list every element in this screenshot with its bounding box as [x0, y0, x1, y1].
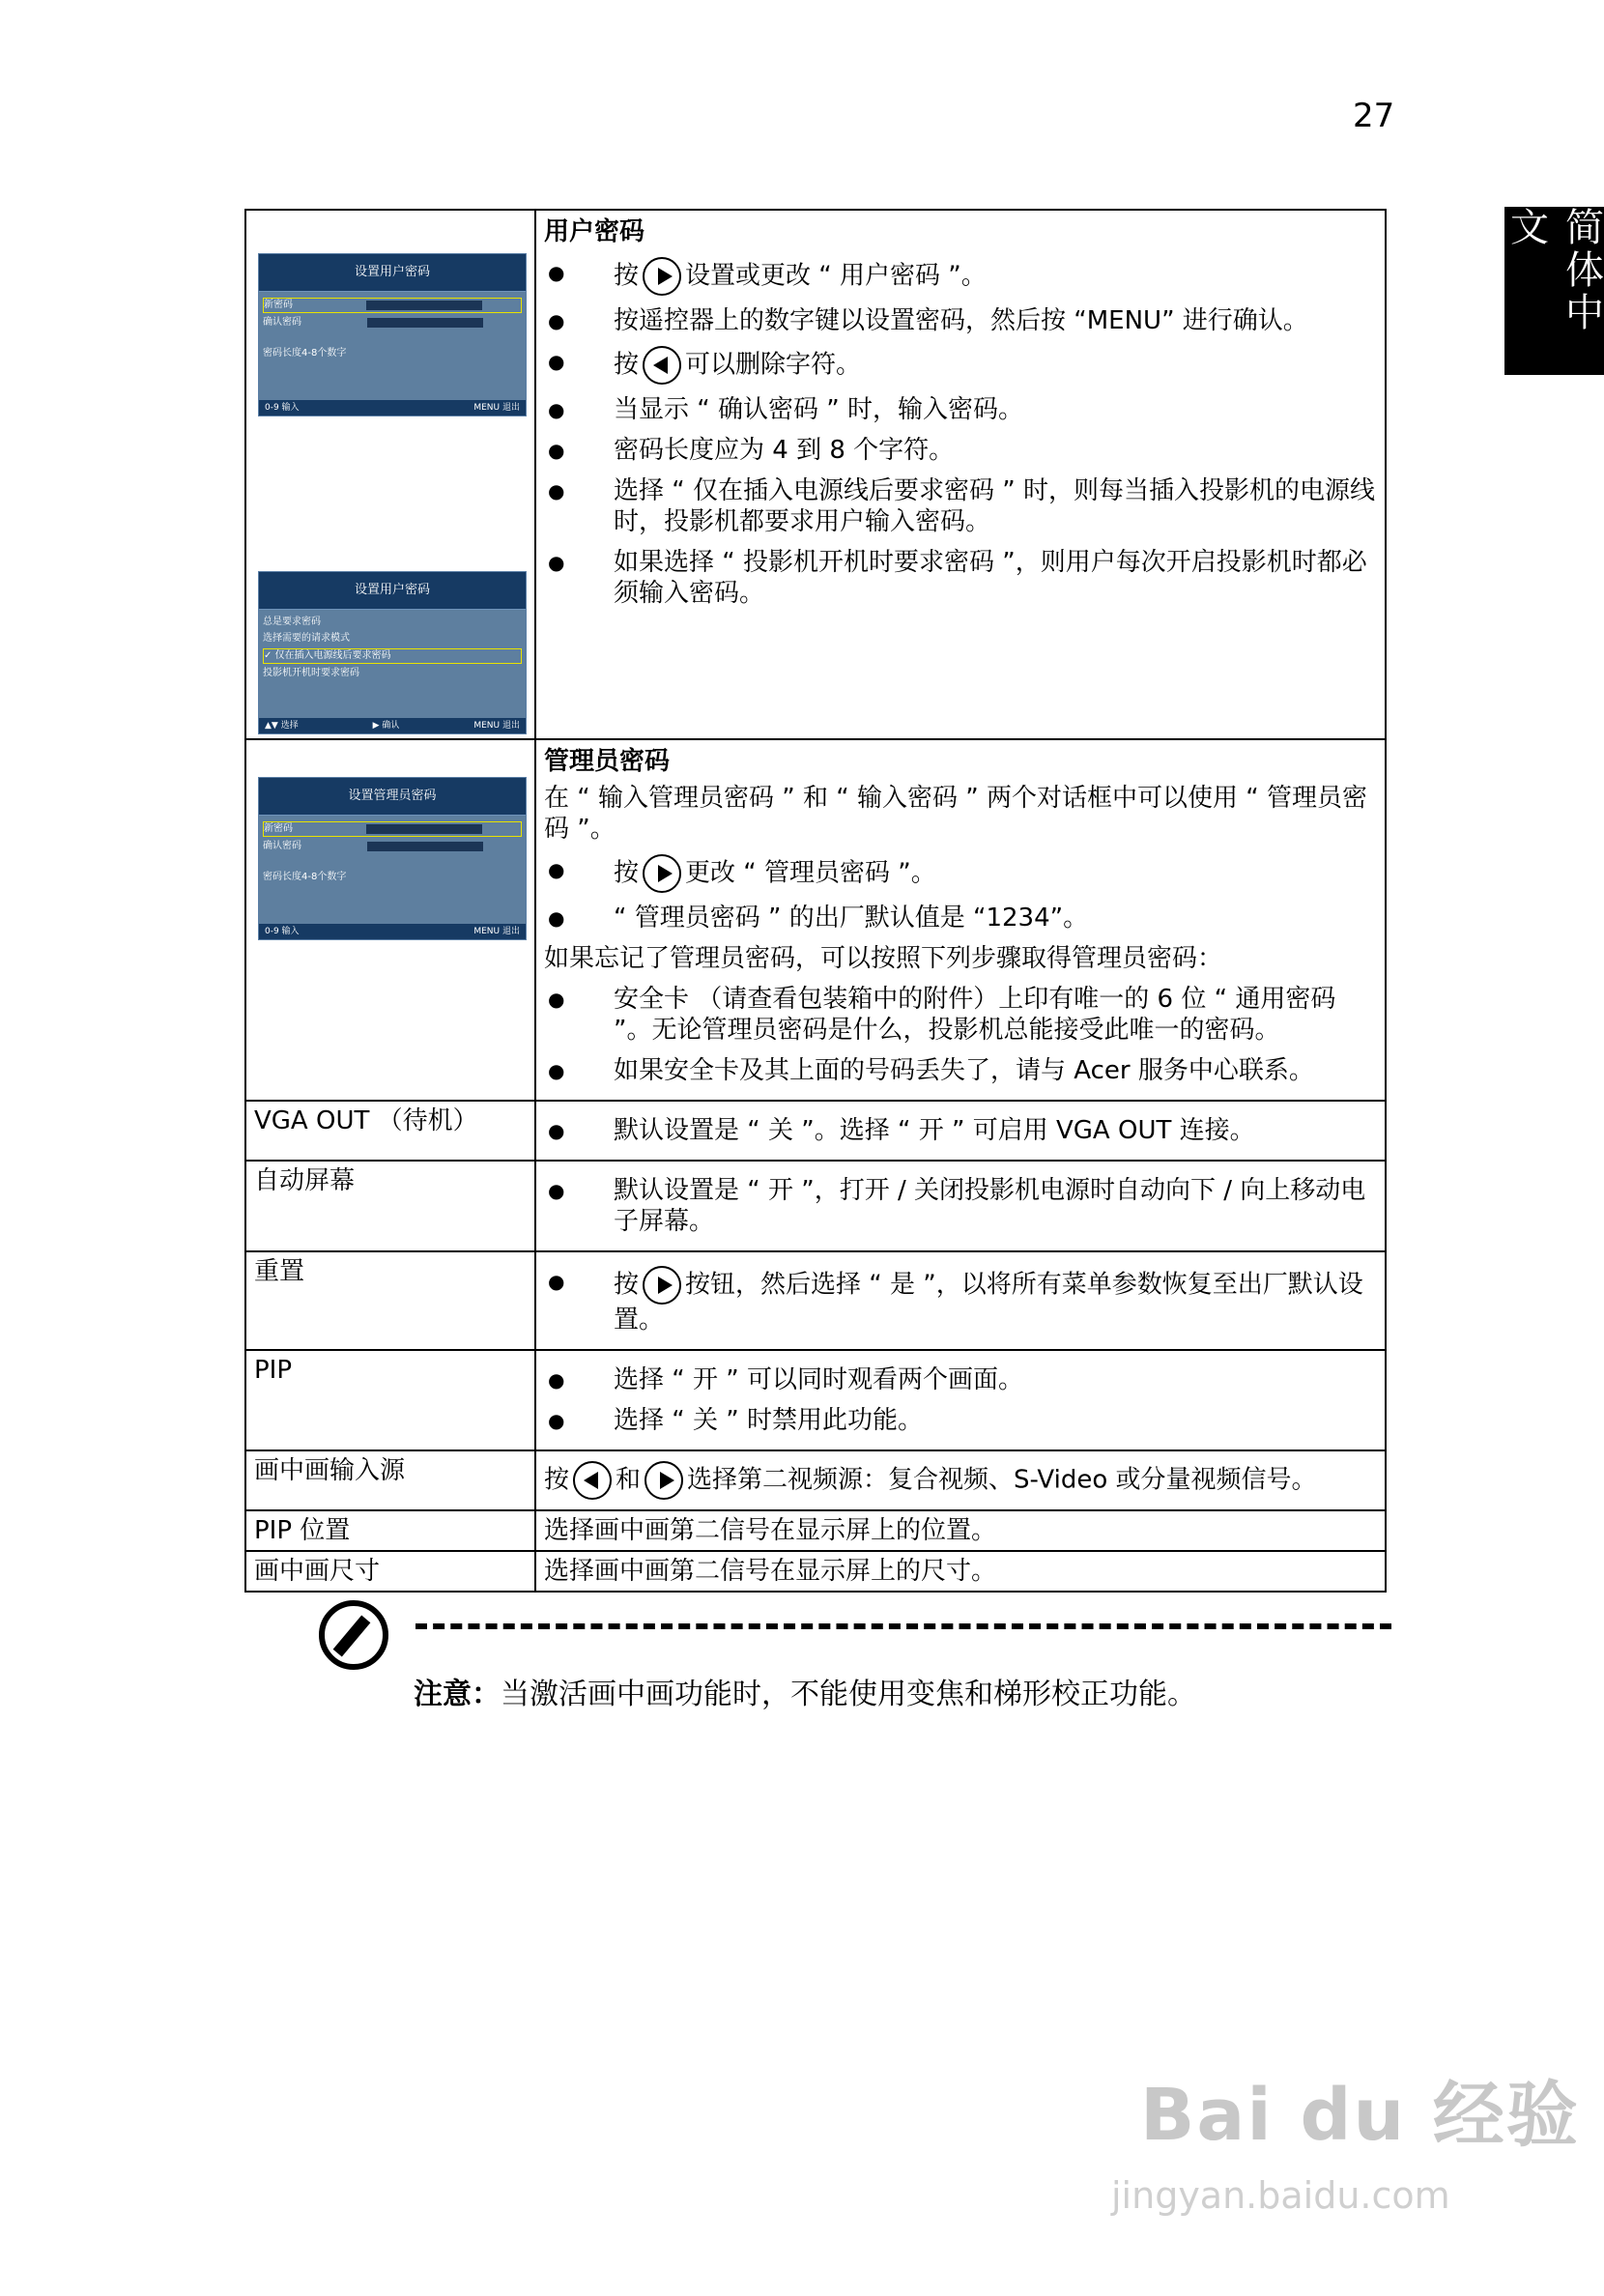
list-item: ● 按 更改 “ 管理员密码 ”。	[544, 854, 1377, 893]
row-label: PIP 位置	[245, 1510, 535, 1551]
osd-row: 密码长度4-8个数字	[263, 872, 347, 882]
osd-footer: 0-9 输入 MENU 退出	[259, 924, 526, 939]
section-title: 管理员密码	[544, 747, 671, 776]
osd-title: 设置用户密码	[259, 572, 526, 610]
osd-row: 总是要求密码	[263, 617, 321, 627]
row-text	[535, 1251, 1386, 1350]
row-label: 画中画尺寸	[245, 1551, 535, 1592]
osd-screenshots-cell	[245, 210, 535, 739]
list-item: ● 选择 “ 仅在插入电源线后要求密码 ” 时，则每当插入投影机的电源线时，投影机都要求用户输入密码。	[544, 475, 1377, 537]
table-row	[245, 1551, 1386, 1592]
note-label: 注意：	[414, 1678, 501, 1711]
row-text	[535, 1350, 1386, 1450]
list-item: ● 按 设置或更改 “ 用户密码 ”。	[544, 257, 1377, 296]
osd-body	[259, 816, 526, 924]
paragraph: 如果忘记了管理员密码，可以按照下列步骤取得管理员密码：	[544, 944, 1223, 973]
osd-row: 确认密码	[263, 316, 522, 330]
section-title: 用户密码	[544, 217, 645, 246]
list-item: ● 按遥控器上的数字键以设置密码，然后按 “MENU” 进行确认。	[544, 305, 1377, 336]
paragraph: 在 “ 输入管理员密码 ” 和 “ 输入密码 ” 两个对话框中可以使用 “ 管理员密码 ”。	[544, 784, 1367, 844]
list-item: ● 默认设置是 “ 开 ”，打开 / 关闭投影机电源时自动向下 / 向上移动电子屏幕。	[544, 1175, 1377, 1237]
list-item: ● 安全卡 （请查看包装箱中的附件）上印有唯一的 6 位 “ 通用密码 ”。无论管理员密码是什么，投影机总能接受此唯一的密码。	[544, 984, 1377, 1046]
divider	[415, 1623, 1391, 1629]
list-item: ● 按 可以删除字符。	[544, 346, 1377, 385]
osd-row: ✓ 仅在插入电源线后要求密码	[263, 648, 522, 664]
table-row	[245, 739, 1386, 1101]
osd-row: 新密码	[263, 298, 522, 313]
right-arrow-button-icon	[644, 1461, 683, 1500]
osd-body	[259, 292, 526, 400]
row-text	[535, 1101, 1386, 1161]
osd-footer: ▲▼ 选择 ▶ 确认 MENU 退出	[259, 718, 526, 733]
list-item: ● 当显示 “ 确认密码 ” 时，输入密码。	[544, 394, 1377, 425]
table-row	[245, 1251, 1386, 1350]
left-arrow-button-icon	[573, 1461, 612, 1500]
table-row	[245, 1101, 1386, 1161]
table-row	[245, 1510, 1386, 1551]
right-arrow-button-icon	[643, 1266, 681, 1305]
settings-table	[244, 209, 1387, 1593]
osd-body	[259, 610, 526, 718]
list-item: ● 默认设置是 “ 关 ”。选择 “ 开 ” 可启用 VGA OUT 连接。	[544, 1115, 1377, 1146]
row-label: 重置	[245, 1251, 535, 1350]
osd-footer: 0-9 输入 MENU 退出	[259, 400, 526, 416]
page-number: 27	[1353, 97, 1395, 135]
table-row	[245, 1161, 1386, 1251]
row-label: 画中画输入源	[245, 1450, 535, 1510]
left-arrow-button-icon	[643, 346, 681, 385]
list-item: ● 按 按钮，然后选择 “ 是 ”，以将所有菜单参数恢复至出厂默认设置。	[544, 1266, 1377, 1335]
list-item: ● 如果安全卡及其上面的号码丢失了，请与 Acer 服务中心联系。	[544, 1055, 1377, 1086]
row-label: PIP	[245, 1350, 535, 1450]
osd-title: 设置管理员密码	[259, 778, 526, 816]
table-row	[245, 1450, 1386, 1510]
note-pen-icon	[319, 1600, 388, 1670]
table-row	[245, 1350, 1386, 1450]
osd-row: 投影机开机时要求密码	[263, 668, 359, 678]
row-text: 选择画中画第二信号在显示屏上的尺寸。	[535, 1551, 1386, 1592]
user-password-cell	[535, 210, 1386, 739]
osd-row: 选择需要的请求模式	[263, 633, 350, 644]
osd-screenshot-cell	[245, 739, 535, 1101]
row-label: 自动屏幕	[245, 1161, 535, 1251]
osd-admin-password	[258, 777, 527, 940]
watermark-logo: Bai du 经验	[1140, 2074, 1580, 2157]
osd-user-password-1	[258, 253, 527, 416]
language-tab: 简体中文	[1504, 207, 1604, 375]
watermark-url: jingyan.baidu.com	[1111, 2174, 1450, 2217]
note	[414, 1670, 1196, 1712]
right-arrow-button-icon	[643, 257, 681, 296]
osd-row: 密码长度4-8个数字	[263, 348, 347, 359]
row-label: VGA OUT （待机）	[245, 1101, 535, 1161]
row-text	[535, 1161, 1386, 1251]
row-text	[535, 1450, 1386, 1510]
list-item: ● 选择 “ 开 ” 可以同时观看两个画面。	[544, 1364, 1377, 1395]
row-text: 选择画中画第二信号在显示屏上的位置。	[535, 1510, 1386, 1551]
osd-user-password-2	[258, 571, 527, 734]
right-arrow-button-icon	[643, 854, 681, 893]
list-item: ● 如果选择 “ 投影机开机时要求密码 ”，则用户每次开启投影机时都必须输入密码。	[544, 547, 1377, 609]
paragraph: 按 和 选择第二视频源：复合视频、S-Video 或分量视频信号。	[544, 1461, 1377, 1500]
list-item: ● “ 管理员密码 ” 的出厂默认值是 “1234”。	[544, 903, 1377, 933]
note-text: 当激活画中画功能时，不能使用变焦和梯形校正功能。	[501, 1678, 1196, 1711]
table-row	[245, 210, 1386, 739]
admin-password-cell	[535, 739, 1386, 1101]
list-item: ● 密码长度应为 4 到 8 个字符。	[544, 435, 1377, 466]
osd-row: 新密码	[263, 821, 522, 837]
osd-title: 设置用户密码	[259, 254, 526, 292]
list-item: ● 选择 “ 关 ” 时禁用此功能。	[544, 1405, 1377, 1436]
osd-row: 确认密码	[263, 840, 522, 853]
